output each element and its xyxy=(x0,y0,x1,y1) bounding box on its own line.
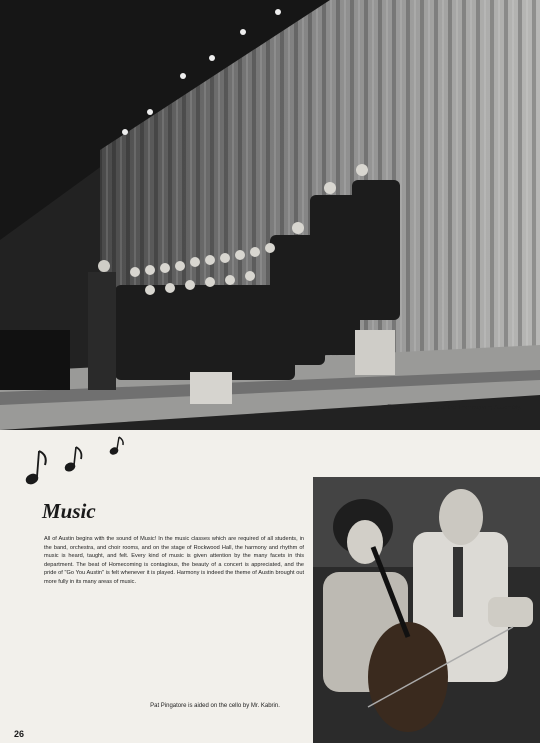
page-number: 26 xyxy=(14,729,25,739)
section-body-text: All of Austin begins with the sound of Music! In the music classes which are required of all students, in the band, orchestra, and choir rooms, and on the stage of Rockwood Hall, the harmony and rhythm of music is heard, taught, and felt. Every kind of music is given attention by the many facets in this department. The beat of Homecoming is contagious, the beauty of a concert is appreciated, and the pride of "Go You Austin" is felt whenever it is played. Harmony is indeed the theme of Austin brought out more fully in its many areas of music. xyxy=(44,536,304,585)
cello-photo xyxy=(313,477,540,743)
choir-photo-caption: The Choir performs at the Thanksgiving Assembly. xyxy=(387,405,522,411)
section-title: Music xyxy=(42,499,96,523)
music-note-icon xyxy=(22,435,132,495)
cello-photo-caption: Pat Pingatore is aided on the cello by Mr. Kabrin. xyxy=(150,703,280,709)
